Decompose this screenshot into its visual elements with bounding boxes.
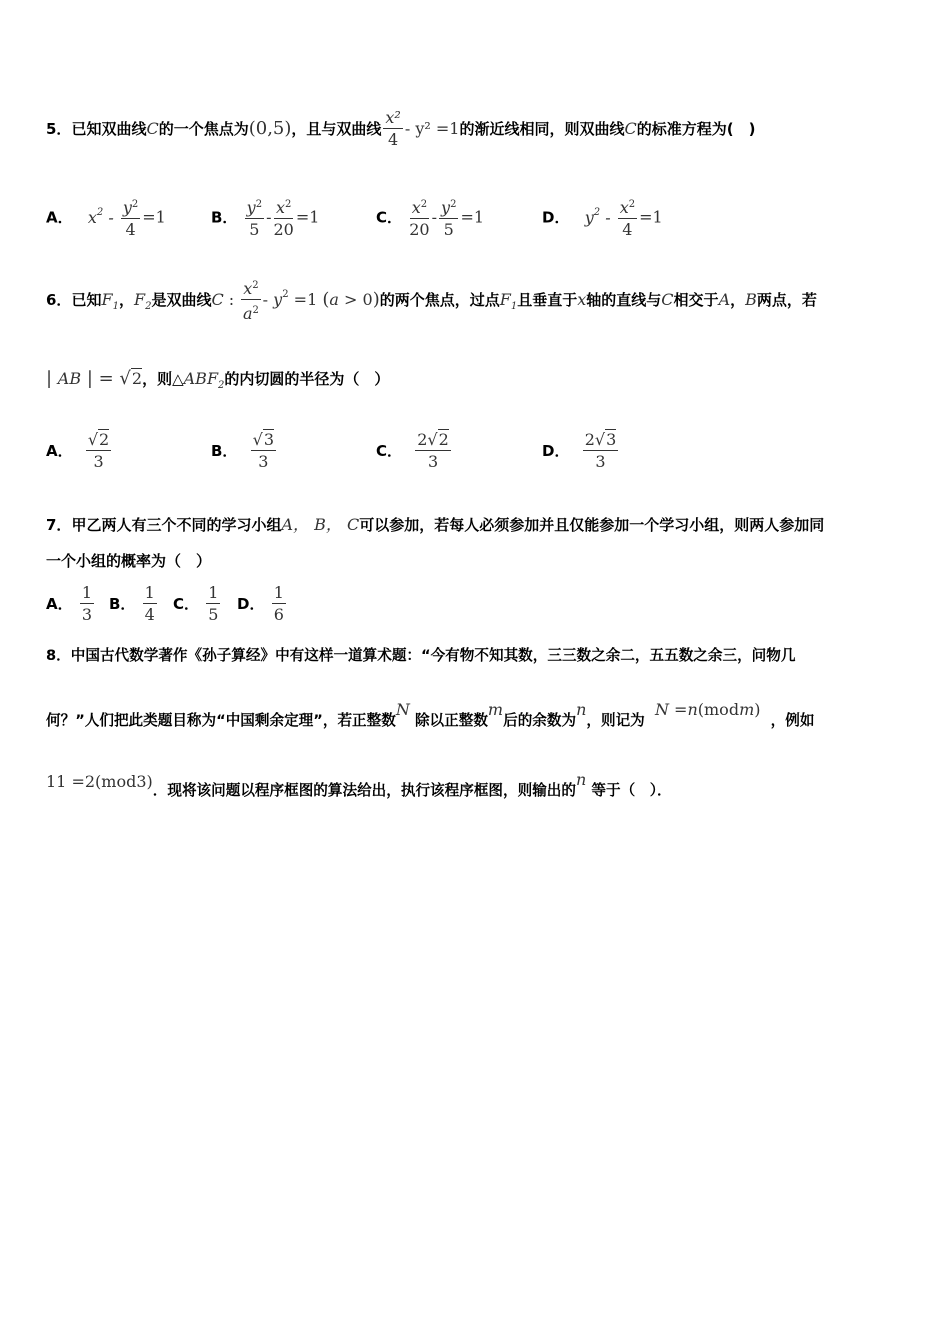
question-8-line-3: 11 =2(mod3)．现将该问题以程序框图的算法给出，执行该程序框图，则输出的n 等于（ ）． [46,770,672,799]
hyperbola-fraction: $\frac{\text{x²}}{4}$ [385,108,401,149]
option-d[interactable]: D． $\frac{1}{6}$ [237,583,284,624]
mod-example: 11 =2(mod3) [46,772,153,791]
ab-length: | AB | = √2 [46,368,143,389]
mod-notation: N =n(modm) [654,700,761,719]
var-C: C [146,119,159,138]
question-number: 5． [46,120,72,138]
question-number: 8． [46,647,71,664]
option-d[interactable]: D． $y^2$ - $\frac{x^2}{4}$ =1 [542,195,663,241]
option-c[interactable]: C． $\frac{x^2}{20}$ - $\frac{y^2}{5}$ =1 [376,195,484,241]
question-7: 7．甲乙两人有三个不同的学习小组A， B， C可以参加，若每人必须参加并且仅能参加一个学习小组，则两人参加同 [46,515,825,534]
option-c[interactable]: C． $\frac{1}{5}$ [173,583,219,624]
question-7-line-2: 一个小组的概率为（ ） [46,552,212,570]
question-8: 8．中国古代数学著作《孙子算经》中有这样一道算术题：“今有物不知其数，三三数之余二，五五数之余三，问物几 [46,647,796,664]
option-a[interactable]: A． $x^2$ - $\frac{y^2}{4}$ =1 [46,195,166,241]
question-5: 5．已知双曲线C的一个焦点为(0,5)，且与双曲线 $\frac{\text{x²}}{4}$ - y² =1的渐近线相同，则双曲线C的标准方程为( ) [46,108,756,149]
option-a[interactable]: A． $\frac{√2}{3}$ [46,430,110,471]
option-b[interactable]: B． $\frac{√3}{3}$ [211,430,275,471]
question-6: 6．已知$F_1$，$F_2$是双曲线C : $\frac{x^2}{a^2}$ - $y^2 =1$ (a > 0)的两个焦点，过点$F_1$且垂直于x轴的直线与C相交于A，B两点，若 [46,276,817,325]
question-6-line-2: | AB | = √2，则$\triangle ABF_2$的内切圆的半径为（ ） [46,368,390,391]
option-d[interactable]: D． $\frac{2√3}{3}$ [542,430,617,471]
option-b[interactable]: B． $\frac{1}{4}$ [109,583,155,624]
option-b[interactable]: B． $\frac{y^2}{5}$ - $\frac{x^2}{20}$ =1 [211,195,319,241]
groups: A， B， C [281,515,360,534]
hyperbola-rest: - y² =1 [404,119,460,138]
option-a[interactable]: A． $\frac{1}{3}$ [46,583,93,624]
question-number: 6． [46,291,72,309]
question-8-line-2: 何？”人们把此类题目称为“中国剩余定理”，若正整数N 除以正整数m后的余数为n，则记为 N =n(modm) ，例如 [46,700,815,729]
focus-point: (0,5) [248,118,292,139]
question-number: 7． [46,516,72,534]
option-c[interactable]: C． $\frac{2√2}{3}$ [376,430,449,471]
